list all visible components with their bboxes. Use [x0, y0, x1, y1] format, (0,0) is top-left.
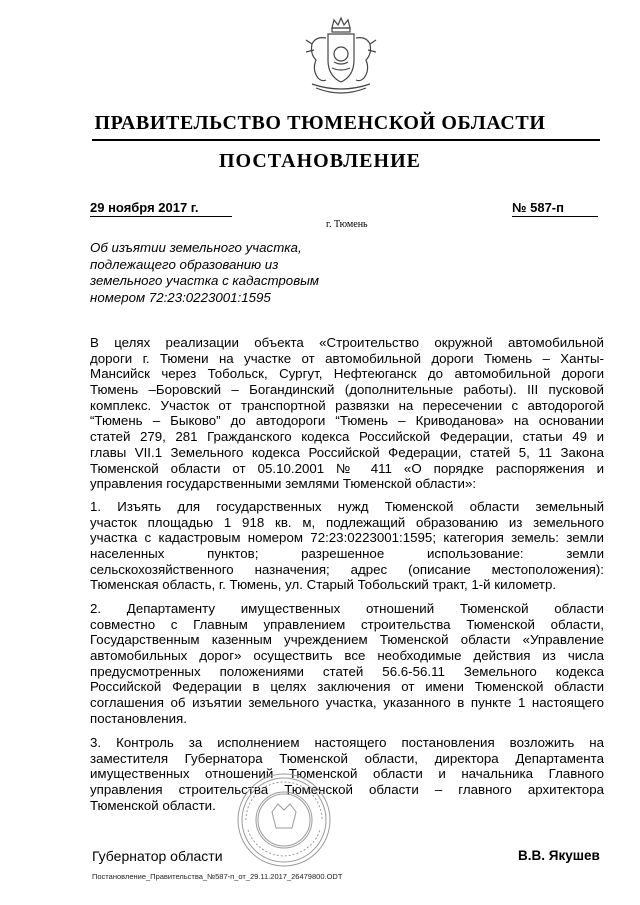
document-type: ПОСТАНОВЛЕНИЕ	[219, 150, 421, 172]
body-line: соглашения об изъятии земельного участка, указанного в пункте 1 настоящего	[90, 695, 604, 711]
body-line: управления строительства Тюменской области – главного архитектора	[90, 782, 604, 798]
file-footer: Постановление_Правительства_№587-п_от_29.11.2017_26479800.ODT	[92, 872, 343, 881]
body-line: Государственным казенным учреждением Тюменской области «Управление	[90, 632, 604, 648]
body-line: 3. Контроль за исполнением настоящего постановления возложить на	[90, 735, 604, 750]
body-line: управления государственными землями Тюменской области»:	[90, 476, 477, 492]
body-line: 2. Департаменту имущественных отношений Тюменской области	[90, 601, 604, 616]
document-date: 29 ноября 2017 г.	[90, 200, 232, 217]
body-line: дороги г. Тюмени на участке от автомобильной дороги Тюмень – Ханты-	[90, 350, 604, 366]
clause-3-paragraph	[90, 735, 604, 813]
document-subject	[90, 240, 362, 306]
body-line: автомобильных дорог» осуществить все необходимые действия из числа	[90, 648, 604, 664]
government-title: ПРАВИТЕЛЬСТВО ТЮМЕНСКОЙ ОБЛАСТИ	[94, 112, 546, 134]
document-city: г. Тюмень	[326, 219, 368, 230]
document-number: № 587-п	[512, 200, 598, 217]
official-seal-stamp-icon	[236, 772, 332, 868]
body-line: населенных пунктов; разрешенное использование: земли	[90, 546, 604, 562]
body-line: 1. Изъять для государственных нужд Тюменской области земельный	[90, 499, 604, 514]
tyumen-coat-of-arms-icon	[298, 14, 384, 100]
clause-1-paragraph	[90, 499, 604, 593]
body-line: комплекс. Участок от транспортной развязки на пересечении с автодорогой	[90, 397, 604, 413]
body-line: имущественных отношений Тюменской области и начальника Главного	[90, 766, 604, 782]
body-line: статей 279, 281 Гражданского кодекса Российской Федерации, статьи 49 и	[90, 429, 604, 445]
body-line: Мансийск через Тобольск, Сургут, Нефтеюганск до автомобильной дороги	[90, 366, 604, 382]
body-line: Тюмень –Боровский – Богандинский (дополнительные работы). III пусковой	[90, 382, 604, 398]
body-line: Российской Федерации в целях заключения от имени Тюменской области	[90, 679, 604, 695]
body-line: В целях реализации объекта «Строительство окружной автомобильной	[90, 335, 604, 350]
body-line: “Тюмень – Быково” до автодороги “Тюмень – Криводанова» на основании	[90, 413, 604, 429]
signer-name: В.В. Якушев	[518, 848, 600, 863]
signer-title: Губернатор области	[92, 848, 223, 864]
body-line: предусмотренных положениями статей 56.6-56.11 Земельного кодекса	[90, 663, 604, 679]
body-line: участка с кадастровым номером 72:23:0223001:1595; категория земель: земли	[90, 530, 604, 546]
body-line: участок площадью 1 918 кв. м, подлежащий образованию из земельного	[90, 514, 604, 530]
body-line: постановления.	[90, 710, 187, 726]
clause-2-paragraph	[90, 601, 604, 727]
body-line: совместно с Главным управлением строительства Тюменской области,	[90, 616, 604, 632]
body-line: заместителя Губернатора Тюменской области, директора Департамента	[90, 750, 604, 766]
subject-line: Об изъятии земельного участка,	[90, 240, 302, 255]
header-divider	[92, 139, 600, 141]
preamble-paragraph	[90, 335, 604, 492]
subject-line: земельного участка с кадастровым	[90, 273, 320, 288]
body-line: сельскохозяйственного назначения; адрес (описание местоположения):	[90, 561, 604, 577]
body-line: Тюменской области.	[90, 797, 216, 813]
body-line: Тюменская область, г. Тюмень, ул. Старый Тобольский тракт, 1-й километр.	[90, 577, 557, 593]
body-line: главы VII.1 Земельного кодекса Российской Федерации, статей 5, 11 Закона	[90, 444, 604, 460]
body-line: Тюменской области от 05.10.2001 № 411 «О порядке распоряжения и	[90, 460, 604, 476]
subject-line: номером 72:23:0223001:1595	[90, 289, 271, 305]
subject-line: подлежащего образованию из	[90, 256, 279, 272]
